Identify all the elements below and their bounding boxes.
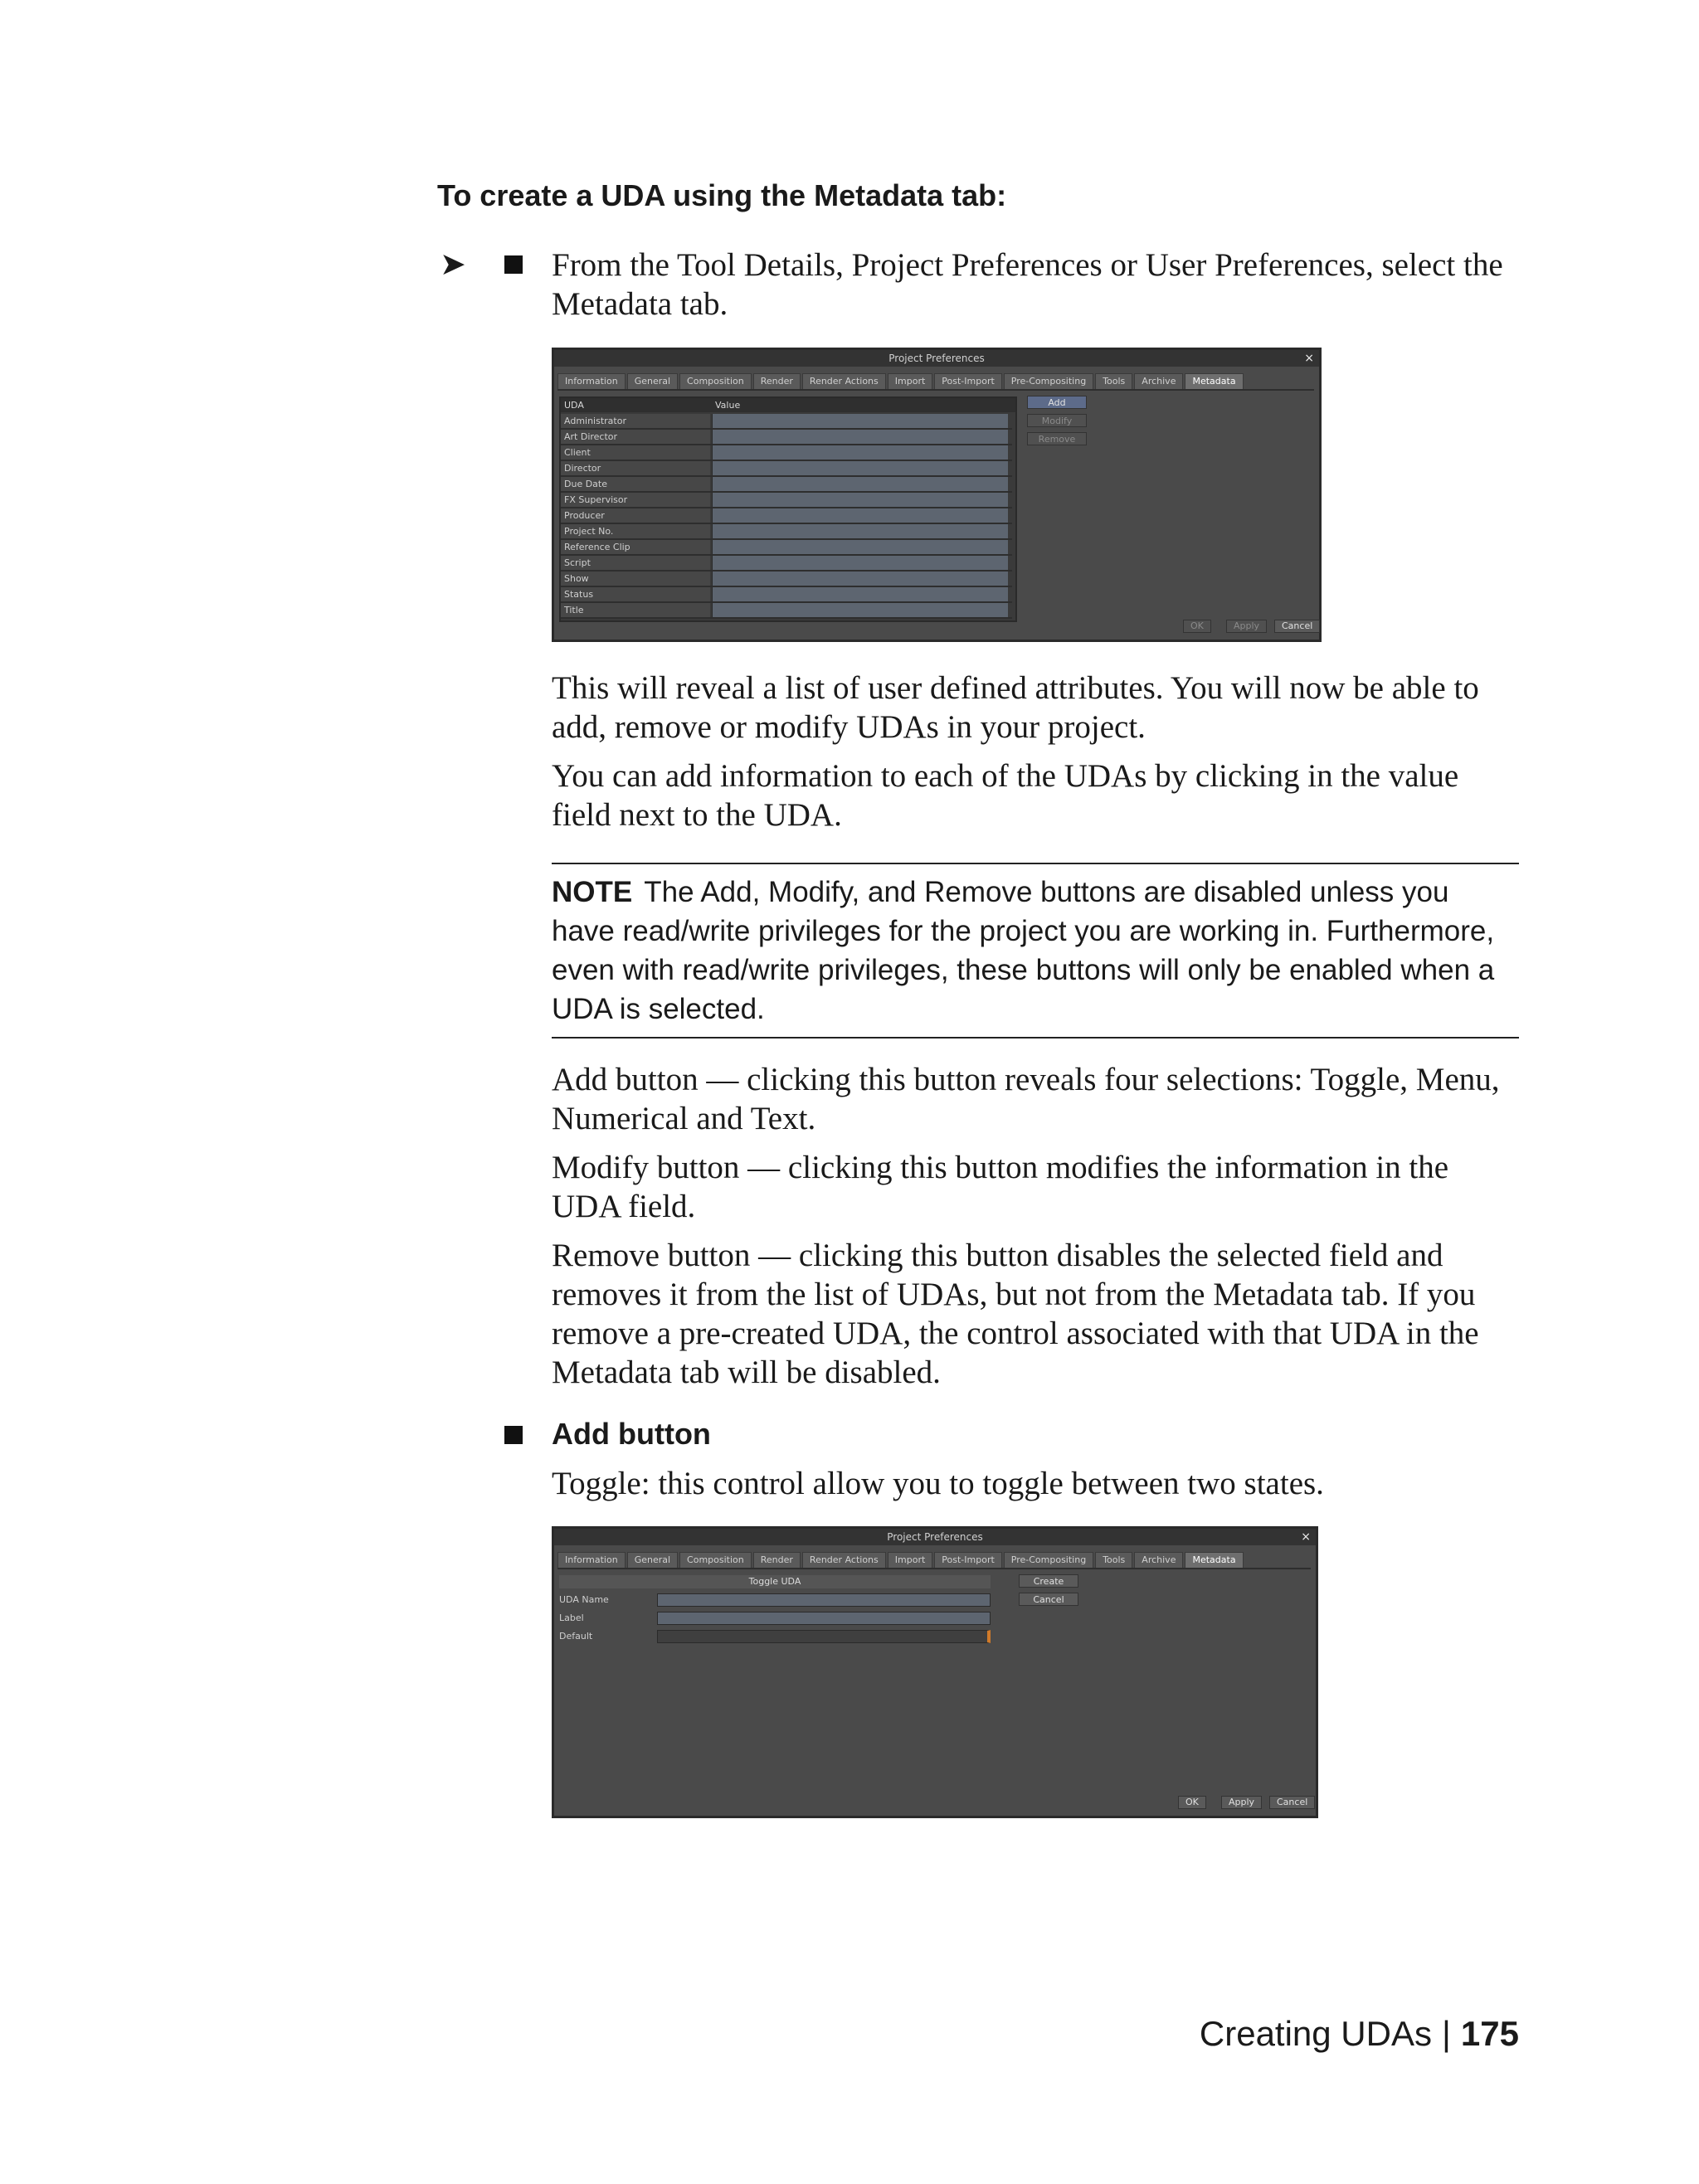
uda-value-cell[interactable] — [712, 556, 1008, 570]
table-row[interactable] — [561, 587, 1012, 603]
paragraph-reveal-list: This will reveal a list of user defined attributes. You will now be able to add, remove or modify UDAs in your project. — [552, 670, 1479, 745]
table-row[interactable] — [561, 430, 1012, 445]
cancel-button[interactable]: Cancel — [1274, 620, 1320, 633]
step-arrow-icon: ➤ — [440, 247, 466, 282]
uda-value-cell[interactable] — [712, 508, 1008, 523]
default-label: Default — [559, 1631, 593, 1642]
close-icon[interactable]: × — [1301, 1530, 1311, 1544]
uda-name-cell: Director — [561, 461, 710, 475]
tab-render-actions[interactable]: Render Actions — [802, 373, 886, 390]
paragraph-remove-button: Remove button — clicking this button disables the selected field and removes it from the list of UDAs, but not from the Metadata tab. If you remove a pre-created UDA, the control associated with that UDA in the Metadata tab will be disabled. — [552, 1238, 1479, 1390]
screenshot-metadata-tab — [552, 348, 1322, 642]
tab-bar — [557, 373, 1244, 390]
tab-bar — [557, 1552, 1244, 1569]
uda-name-cell: Project No. — [561, 524, 710, 538]
uda-value-cell[interactable] — [712, 477, 1008, 491]
tab-tools[interactable]: Tools — [1095, 373, 1132, 390]
dialog-title: Project Preferences — [554, 350, 1319, 367]
procedure-heading: To create a UDA using the Metadata tab: — [437, 178, 1007, 212]
tab-render[interactable]: Render — [753, 373, 801, 390]
tab-post-import[interactable]: Post-Import — [934, 373, 1002, 390]
label-input[interactable] — [657, 1612, 991, 1625]
dialog-title: Project Preferences — [554, 1529, 1316, 1545]
tab-pre-compositing[interactable]: Pre-Compositing — [1004, 1552, 1093, 1569]
table-row[interactable] — [561, 477, 1012, 493]
paragraph-add-button: Add button — clicking this button reveals four selections: Toggle, Menu, Numerical and Text. — [552, 1062, 1500, 1136]
uda-value-cell[interactable] — [712, 445, 1008, 460]
column-header-value: Value — [715, 400, 741, 411]
tab-import[interactable]: Import — [888, 373, 933, 390]
uda-value-cell[interactable] — [712, 493, 1008, 507]
close-icon[interactable]: × — [1304, 352, 1314, 365]
uda-name-cell: Administrator — [561, 414, 710, 428]
bullet-icon — [504, 255, 523, 274]
uda-name-label: UDA Name — [559, 1594, 609, 1605]
screenshot-toggle-uda — [552, 1526, 1318, 1818]
uda-value-cell[interactable] — [712, 430, 1008, 444]
tab-post-import[interactable]: Post-Import — [934, 1552, 1002, 1569]
create-button[interactable]: Create — [1019, 1574, 1078, 1588]
tab-composition[interactable]: Composition — [679, 1552, 752, 1569]
page-footer — [1200, 2014, 1519, 2054]
step-1-text: From the Tool Details, Project Preferences or User Preferences, select the Metadata tab. — [552, 247, 1503, 322]
note-text: The Add, Modify, and Remove buttons are disabled unless you have read/write privileges for the project you are working in. Furthermore, even with read/write privileges, these buttons will only be enabled when a UDA is selected. — [552, 876, 1495, 1025]
table-row[interactable] — [561, 524, 1012, 540]
table-row[interactable] — [561, 493, 1012, 508]
bullet-icon — [504, 1426, 523, 1444]
apply-button[interactable]: Apply — [1221, 1796, 1262, 1809]
table-row[interactable] — [561, 556, 1012, 572]
uda-name-cell: Due Date — [561, 477, 710, 491]
uda-name-cell: FX Supervisor — [561, 493, 710, 507]
page-number: 175 — [1460, 2014, 1519, 2053]
ok-button[interactable]: OK — [1183, 620, 1211, 633]
tab-composition[interactable]: Composition — [679, 373, 752, 390]
note-label: NOTE — [552, 876, 633, 908]
table-header — [561, 398, 1015, 412]
tab-metadata[interactable]: Metadata — [1185, 1552, 1243, 1569]
uda-name-cell: Show — [561, 572, 710, 586]
table-row[interactable] — [561, 540, 1012, 556]
uda-name-cell: Status — [561, 587, 710, 601]
uda-value-cell[interactable] — [712, 524, 1008, 538]
modify-button[interactable]: Modify — [1027, 414, 1087, 427]
ok-button[interactable]: OK — [1178, 1796, 1206, 1809]
tab-pre-compositing[interactable]: Pre-Compositing — [1004, 373, 1093, 390]
table-row[interactable] — [561, 508, 1012, 524]
label-label: Label — [559, 1612, 584, 1623]
cancel-footer-button[interactable]: Cancel — [1269, 1796, 1315, 1809]
paragraph-add-information: You can add information to each of the UDAs by clicking in the value field next to the UDA. — [552, 758, 1459, 833]
uda-value-cell[interactable] — [712, 461, 1008, 475]
uda-name-cell: Producer — [561, 508, 710, 523]
tab-render[interactable]: Render — [753, 1552, 801, 1569]
paragraph-toggle: Toggle: this control allow you to toggle between two states. — [552, 1466, 1324, 1501]
tab-archive[interactable]: Archive — [1134, 373, 1183, 390]
subhead-add-button: Add button — [552, 1417, 711, 1451]
tab-archive[interactable]: Archive — [1134, 1552, 1183, 1569]
uda-value-cell[interactable] — [712, 572, 1008, 586]
footer-section-title: Creating UDAs — [1199, 2014, 1432, 2053]
form-title: Toggle UDA — [559, 1575, 991, 1588]
tab-divider — [557, 1568, 1311, 1569]
uda-name-cell: Script — [561, 556, 710, 570]
add-button[interactable]: Add — [1027, 396, 1087, 409]
table-row[interactable] — [561, 603, 1012, 619]
uda-name-cell: Client — [561, 445, 710, 460]
uda-value-cell[interactable] — [712, 540, 1008, 554]
cancel-button[interactable]: Cancel — [1019, 1593, 1078, 1606]
uda-name-cell: Title — [561, 603, 710, 617]
tab-general[interactable]: General — [627, 1552, 678, 1569]
tab-render-actions[interactable]: Render Actions — [802, 1552, 886, 1569]
tab-metadata[interactable]: Metadata — [1185, 373, 1243, 390]
default-toggle[interactable] — [657, 1630, 991, 1643]
uda-value-cell[interactable] — [712, 603, 1008, 617]
footer-separator: | — [1442, 2014, 1451, 2053]
tab-tools[interactable]: Tools — [1095, 1552, 1132, 1569]
uda-name-cell: Art Director — [561, 430, 710, 444]
uda-value-cell[interactable] — [712, 414, 1008, 428]
uda-value-cell[interactable] — [712, 587, 1008, 601]
note-box — [552, 863, 1519, 1038]
table-row[interactable] — [561, 414, 1012, 430]
paragraph-modify-button: Modify button — clicking this button modifies the information in the UDA field. — [552, 1150, 1449, 1224]
uda-name-cell: Reference Clip — [561, 540, 710, 554]
remove-button[interactable]: Remove — [1027, 432, 1087, 445]
apply-button[interactable]: Apply — [1226, 620, 1267, 633]
tab-divider — [557, 389, 1314, 391]
table-row[interactable] — [561, 572, 1012, 587]
table-row[interactable] — [561, 445, 1012, 461]
tab-information[interactable]: Information — [557, 1552, 626, 1569]
table-row[interactable] — [561, 461, 1012, 477]
tab-general[interactable]: General — [627, 373, 678, 390]
tab-import[interactable]: Import — [888, 1552, 933, 1569]
tab-information[interactable]: Information — [557, 373, 626, 390]
uda-name-input[interactable] — [657, 1593, 991, 1607]
column-header-uda: UDA — [564, 400, 584, 411]
uda-table — [559, 396, 1017, 622]
